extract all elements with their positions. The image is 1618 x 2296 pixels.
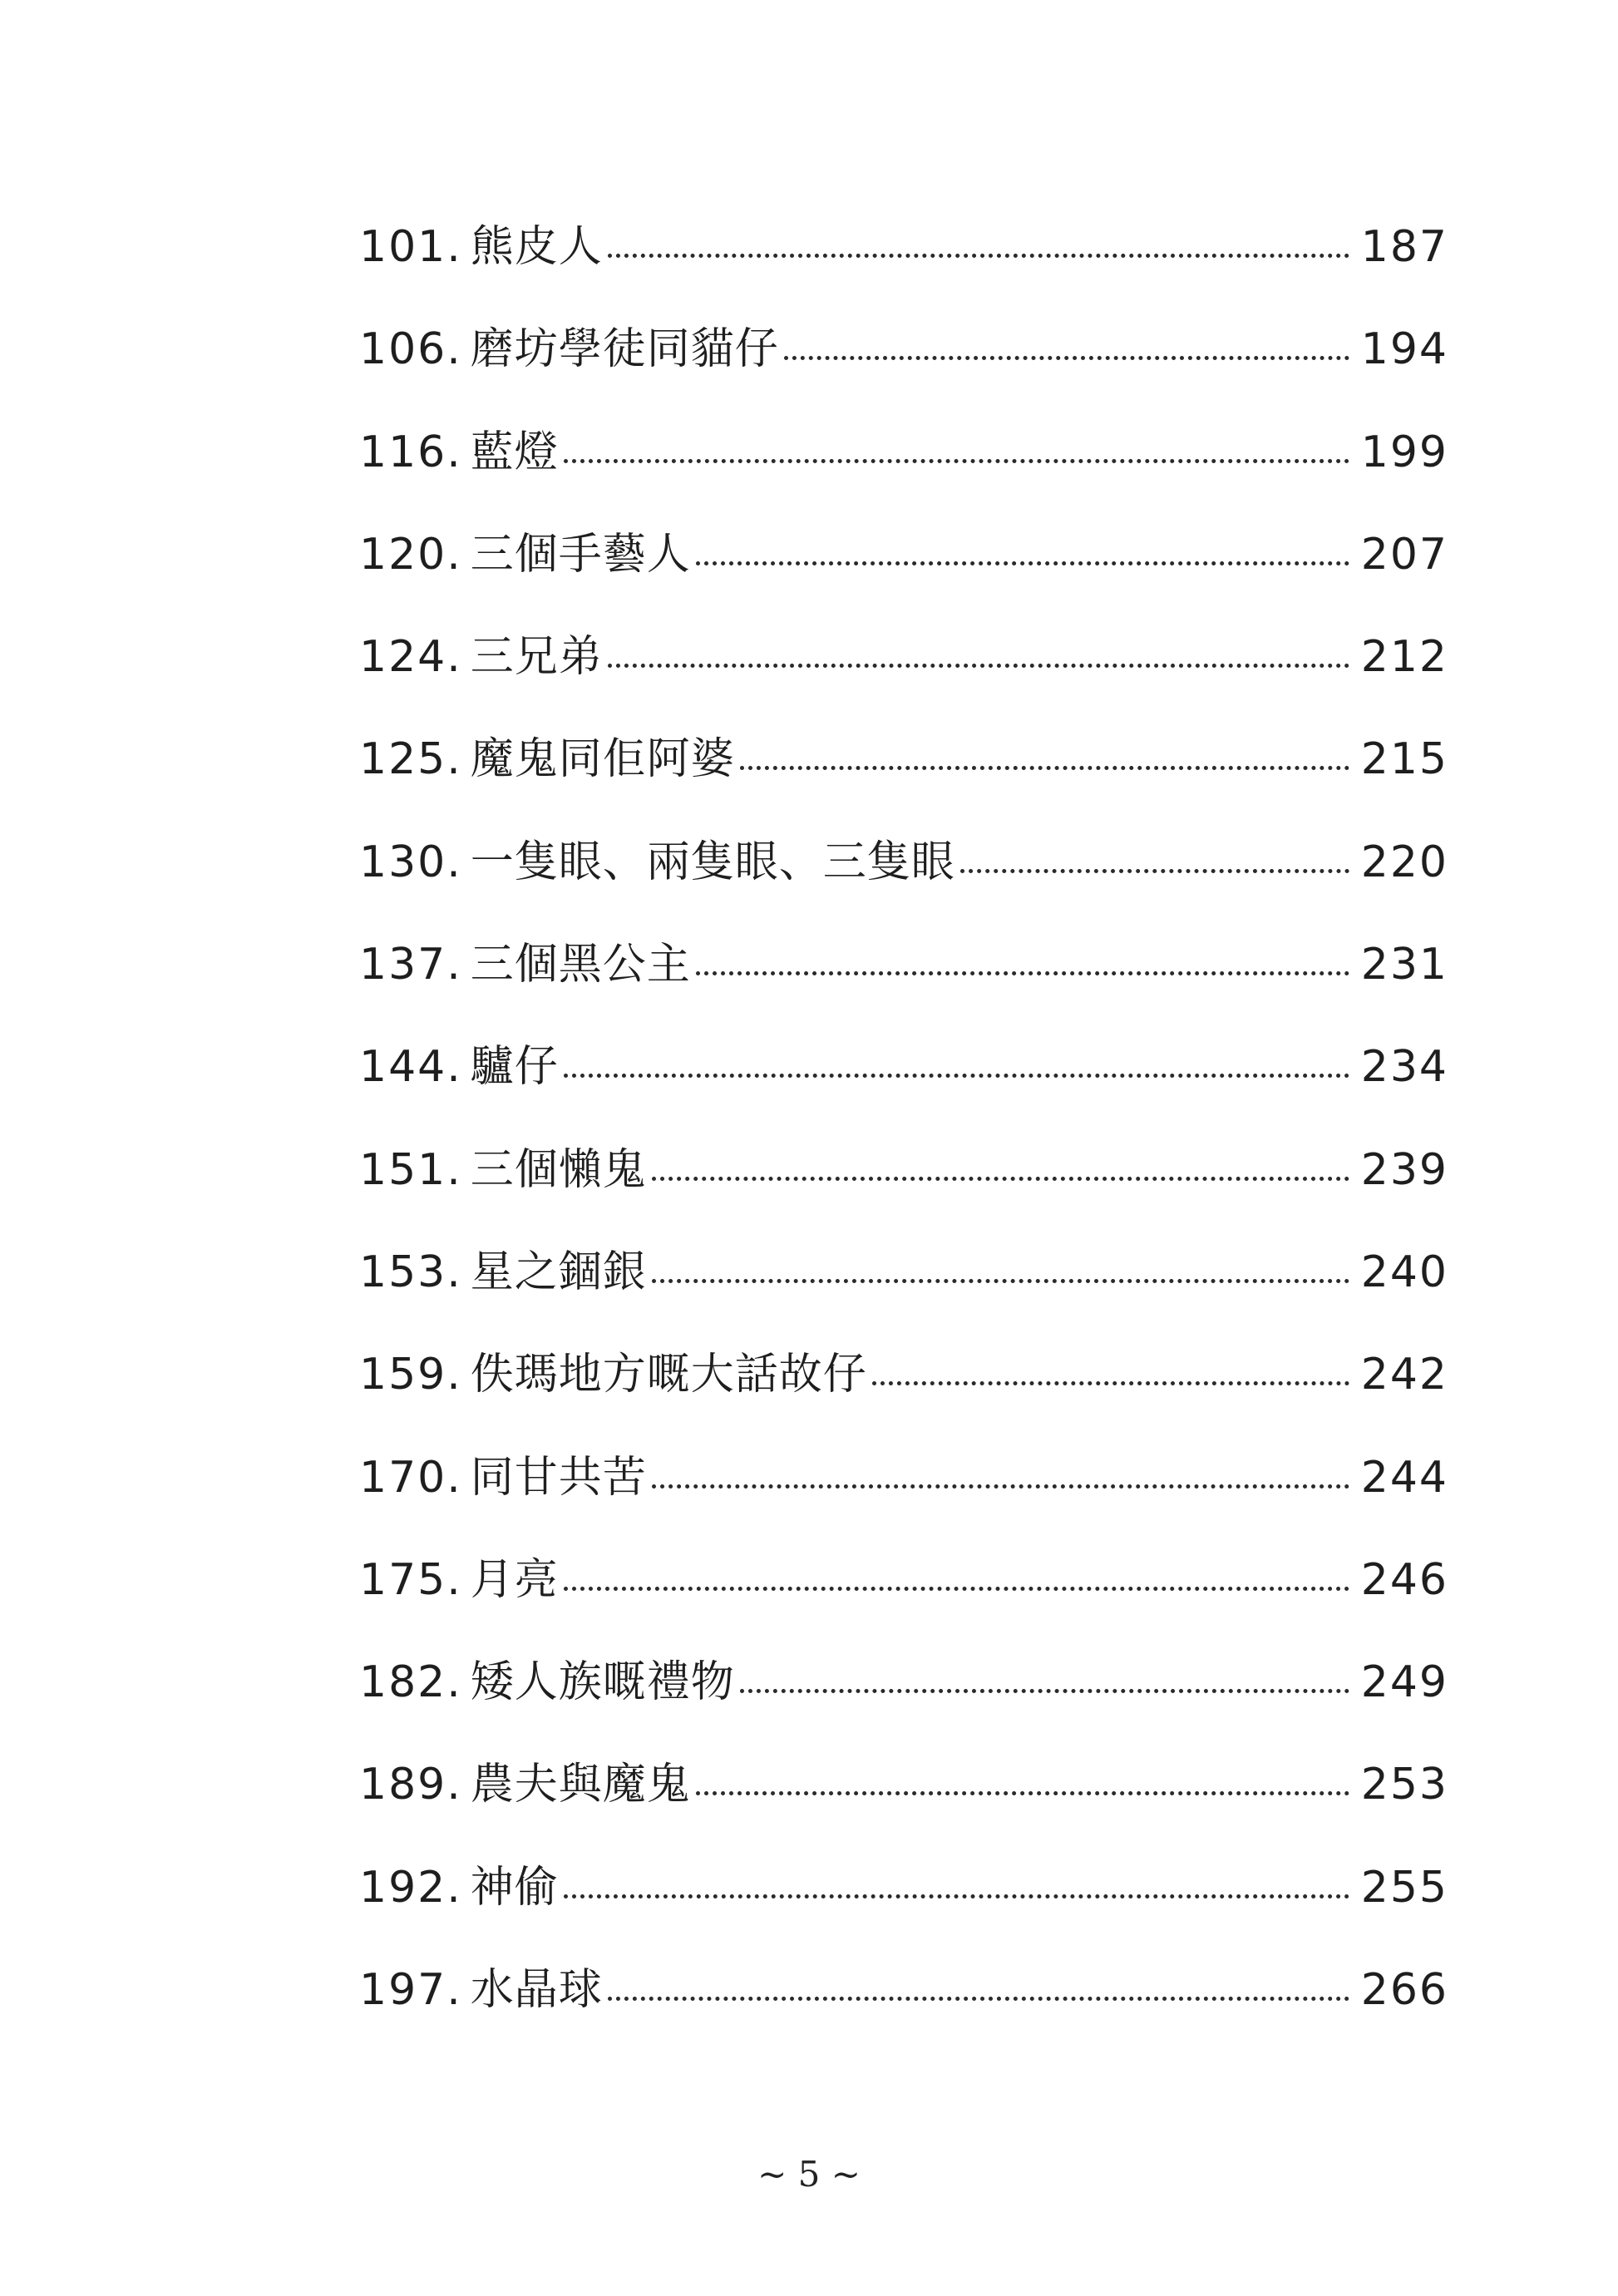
entry-title: 農夫與魔鬼	[470, 1760, 691, 1810]
entry-page-number: 199	[1360, 427, 1448, 477]
entry-title: 磨坊學徒同貓仔	[470, 324, 779, 375]
entry-number: 116.	[359, 427, 462, 477]
entry-page-number: 234	[1360, 1042, 1448, 1093]
entry-page-number: 187	[1360, 222, 1448, 272]
entry-title: 驢仔	[470, 1042, 559, 1093]
toc-entry	[359, 1551, 1448, 1653]
toc-entry	[359, 1449, 1448, 1551]
dot-leader	[608, 664, 1349, 668]
entry-page-number: 231	[1360, 940, 1448, 990]
entry-title: 藍燈	[470, 427, 559, 477]
page-number-footer: ~ 5 ~	[757, 2154, 861, 2195]
entry-page-number: 207	[1360, 529, 1448, 580]
entry-title: 星之錮銀	[470, 1247, 647, 1297]
entry-title: 水晶球	[470, 1965, 603, 2016]
entry-title: 一隻眼、兩隻眼、三隻眼	[470, 837, 955, 887]
entry-page-number: 253	[1360, 1760, 1448, 1810]
entry-number: 170.	[359, 1452, 462, 1503]
entry-page-number: 246	[1360, 1554, 1448, 1605]
dot-leader	[564, 459, 1349, 463]
toc-entry	[359, 1653, 1448, 1755]
entry-number: 182.	[359, 1657, 462, 1708]
entry-number: 101.	[359, 222, 462, 272]
entry-number: 137.	[359, 940, 462, 990]
toc-entry	[359, 730, 1448, 832]
dot-leader	[696, 1791, 1349, 1795]
entry-page-number: 239	[1360, 1144, 1448, 1195]
entry-number: 151.	[359, 1144, 462, 1195]
table-of-contents	[359, 218, 1448, 2063]
dot-leader	[564, 1074, 1349, 1078]
dot-leader	[608, 254, 1349, 258]
entry-title: 熊皮人	[470, 222, 603, 272]
entry-number: 159.	[359, 1350, 462, 1400]
entry-title: 神偷	[470, 1862, 559, 1913]
toc-entry	[359, 628, 1448, 730]
entry-number: 106.	[359, 324, 462, 375]
toc-entry	[359, 526, 1448, 628]
entry-title: 三兄弟	[470, 632, 603, 683]
dot-leader	[740, 766, 1349, 770]
entry-title: 三個懶鬼	[470, 1144, 647, 1195]
toc-entry	[359, 1038, 1448, 1140]
toc-entry	[359, 320, 1448, 422]
toc-entry	[359, 936, 1448, 1038]
toc-entry	[359, 1141, 1448, 1243]
dot-leader	[608, 1997, 1349, 2001]
dot-leader	[652, 1279, 1349, 1283]
entry-number: 144.	[359, 1042, 462, 1093]
dot-leader	[652, 1484, 1349, 1489]
entry-number: 124.	[359, 632, 462, 683]
entry-number: 175.	[359, 1554, 462, 1605]
dot-leader	[696, 561, 1349, 565]
toc-entry	[359, 1346, 1448, 1448]
toc-entry	[359, 1859, 1448, 1961]
toc-entry	[359, 833, 1448, 936]
entry-title: 佚瑪地方嘅大話故仔	[470, 1350, 867, 1400]
entry-page-number: 266	[1360, 1965, 1448, 2016]
entry-page-number: 244	[1360, 1452, 1448, 1503]
toc-entry	[359, 1755, 1448, 1858]
entry-title: 魔鬼同佢阿婆	[470, 734, 735, 785]
entry-number: 197.	[359, 1965, 462, 2016]
dot-leader	[564, 1587, 1349, 1591]
entry-title: 同甘共苦	[470, 1452, 647, 1503]
entry-page-number: 242	[1360, 1350, 1448, 1400]
entry-page-number: 215	[1360, 734, 1448, 785]
entry-page-number: 212	[1360, 632, 1448, 683]
dot-leader	[652, 1177, 1349, 1181]
dot-leader	[872, 1381, 1349, 1385]
entry-number: 153.	[359, 1247, 462, 1297]
dot-leader	[784, 356, 1349, 360]
entry-number: 125.	[359, 734, 462, 785]
dot-leader	[564, 1894, 1349, 1899]
entry-number: 120.	[359, 529, 462, 580]
entry-page-number: 194	[1360, 324, 1448, 375]
entry-title: 三個黑公主	[470, 940, 691, 990]
dot-leader	[740, 1689, 1349, 1693]
dot-leader	[696, 971, 1349, 975]
entry-title: 月亮	[470, 1554, 559, 1605]
entry-page-number: 249	[1360, 1657, 1448, 1708]
entry-number: 130.	[359, 837, 462, 887]
entry-page-number: 240	[1360, 1247, 1448, 1297]
entry-number: 192.	[359, 1862, 462, 1913]
toc-entry	[359, 218, 1448, 320]
entry-title: 矮人族嘅禮物	[470, 1657, 735, 1708]
toc-entry	[359, 1961, 1448, 2063]
entry-page-number: 255	[1360, 1862, 1448, 1913]
dot-leader	[960, 869, 1349, 873]
entry-number: 189.	[359, 1760, 462, 1810]
entry-title: 三個手藝人	[470, 529, 691, 580]
entry-page-number: 220	[1360, 837, 1448, 887]
toc-entry	[359, 1243, 1448, 1346]
toc-entry	[359, 423, 1448, 526]
